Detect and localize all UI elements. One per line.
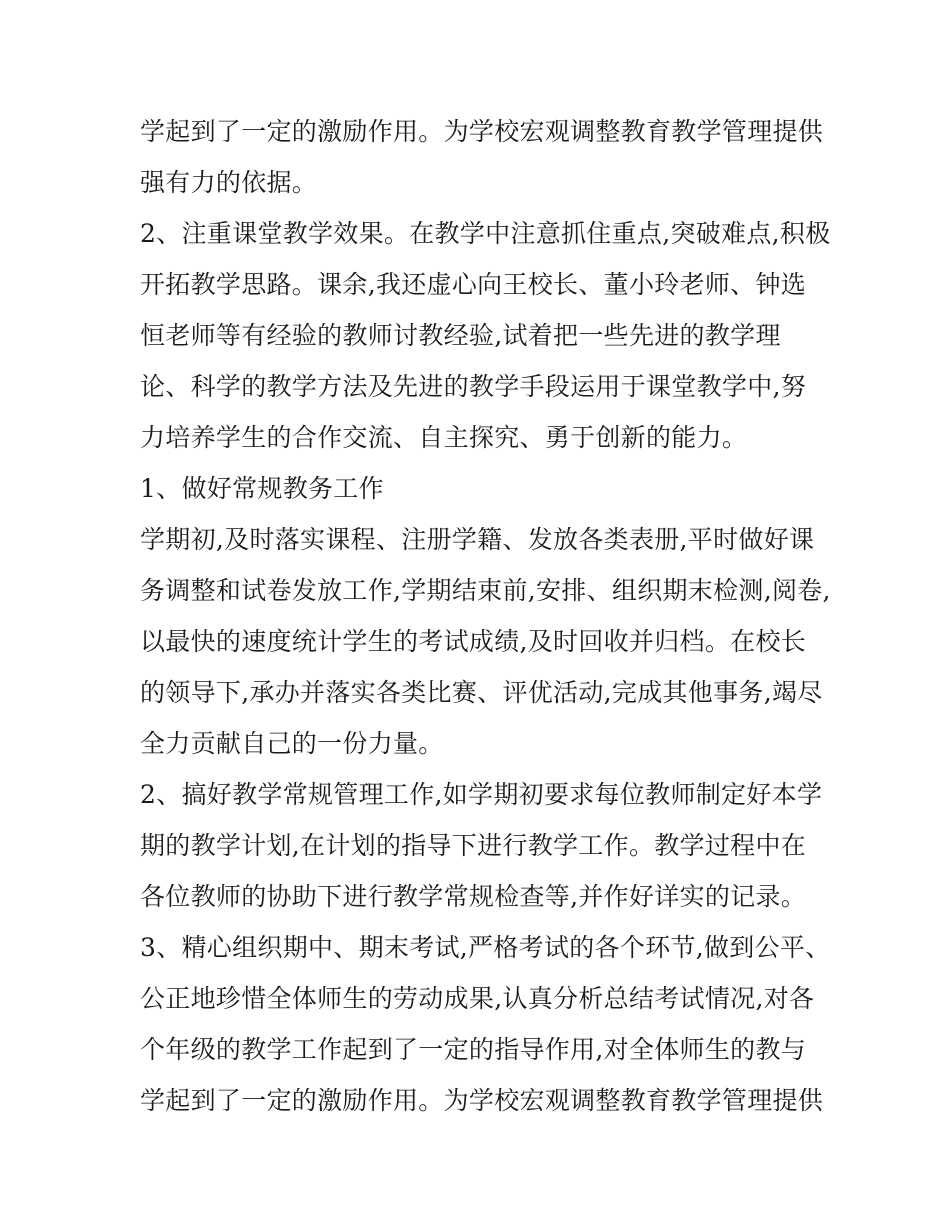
text-line: 学起到了一定的激励作用。为学校宏观调整教育教学管理提供 [140,117,824,146]
section-heading: 1、做好常规教务工作 [140,474,384,503]
text-line: 全力贡献自己的一份力量。 [140,729,444,758]
text-line: 开拓教学思路。课余,我还虚心向王校长、董小玲老师、钟选 [140,270,807,299]
text-line: 学期初,及时落实课程、注册学籍、发放各类表册,平时做好课 [140,525,815,554]
text-line: 强有力的依据。 [140,168,318,197]
text-line: 以最快的速度统计学生的考试成绩,及时回收并归档。在校长 [140,627,807,656]
text-line: 学起到了一定的激励作用。为学校宏观调整教育教学管理提供 [140,1086,824,1115]
text-line: 2、注重课堂教学效果。在教学中注意抓住重点,突破难点,积极 [140,219,831,248]
text-line: 3、精心组织期中、期末考试,严格考试的各个环节,做到公平、 [140,933,831,962]
text-line: 的领导下,承办并落实各类比赛、评优活动,完成其他事务,竭尽 [140,678,823,707]
text-line: 个年级的教学工作起到了一定的指导作用,对全体师生的教与 [140,1035,807,1064]
text-line: 务调整和试卷发放工作,学期结束前,安排、组织期末检测,阅卷, [140,576,831,605]
text-line: 论、科学的教学方法及先进的教学手段运用于课堂教学中,努 [140,372,807,401]
text-line: 2、搞好教学常规管理工作,如学期初要求每位教师制定好本学 [140,780,823,809]
text-line: 各位教师的协助下进行教学常规检查等,并作好详实的记录。 [140,882,807,911]
text-line: 公正地珍惜全体师生的劳动成果,认真分析总结考试情况,对各 [140,984,815,1013]
text-line: 恒老师等有经验的教师讨教经验,试着把一些先进的教学理 [140,321,781,350]
text-line: 力培养学生的合作交流、自主探究、勇于创新的能力。 [140,423,748,452]
text-line: 期的教学计划,在计划的指导下进行教学工作。教学过程中在 [140,831,807,860]
document-body [140,106,840,1126]
